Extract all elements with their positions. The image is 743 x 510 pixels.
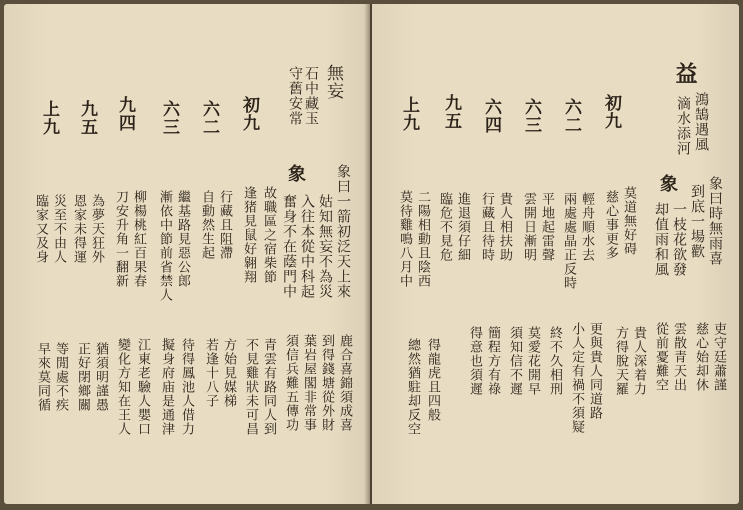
left-verse-1: 象曰一箭初泛天上來	[335, 164, 351, 299]
right-line-pos-1: 初九	[601, 94, 621, 130]
right-line-1-a: 莫道無好碍	[621, 186, 636, 256]
right-line-5-a: 進退須仔細	[455, 192, 470, 262]
right-subtitle-1: 鴻鵠遇風	[693, 92, 709, 152]
left-header-phrase-1: 石中藏玉	[303, 66, 319, 126]
left-line-1-a: 故職區之宿柴節	[261, 186, 276, 284]
left-line-2-a: 行藏且阻滯	[217, 190, 232, 260]
right-verse-1: 象曰時無雨喜	[707, 176, 723, 266]
right-verse-4: 却值雨和風	[653, 202, 669, 277]
left-line-pos-5: 九五	[77, 100, 97, 136]
right-line-4-b: 行藏且待時	[479, 192, 494, 262]
left-lower-13: 猶須明謹愚	[93, 342, 108, 412]
right-lower-1: 吏守廷蕭謹	[711, 322, 726, 392]
right-line-1-b: 慈心事更多	[603, 190, 618, 260]
left-line-3-b: 漸依中節前省禁人	[157, 190, 172, 302]
right-line-pos-2: 六二	[561, 98, 581, 134]
left-lower-9: 待得鳳池人借力	[179, 338, 194, 436]
left-verse-2: 姑知無妄不為災	[317, 194, 333, 299]
left-lower-3: 葉岩屋閣非常事	[301, 334, 316, 432]
left-lower-16: 早來莫同循	[35, 342, 50, 412]
right-line-2-a: 輕舟順水去	[579, 192, 594, 262]
left-lower-10: 擬身府庙是通津	[159, 338, 174, 436]
left-line-pos-3: 六三	[159, 100, 179, 136]
right-line-4-a: 貴人相扶助	[497, 192, 512, 262]
right-lower-2: 慈心始却休	[693, 322, 708, 392]
left-verse-4: 奮身不在蔭門中	[281, 194, 297, 299]
right-line-5-b: 臨危不見危	[437, 192, 452, 262]
left-lower-4: 須信兵難五傳功	[283, 334, 298, 432]
right-lower-13: 得意也須遲	[467, 326, 482, 396]
right-line-pos-6: 上九	[399, 96, 419, 132]
left-line-3-a: 繼基路見惡公郎	[175, 190, 190, 288]
left-line-pos-2: 六二	[199, 100, 219, 136]
right-line-6-b: 莫待雞鳴八月中	[397, 190, 412, 288]
right-lower-9: 終不久相刑	[547, 326, 562, 396]
left-page	[4, 4, 370, 504]
left-header-phrase-2: 守舊安常	[287, 66, 303, 126]
left-line-pos-4: 九四	[115, 96, 135, 132]
left-lower-5: 青雲有路同人到	[261, 338, 276, 436]
left-line-5-a: 為夢天狂外	[89, 194, 104, 264]
left-line-4-a: 柳楊桃紅百果春	[131, 190, 146, 288]
right-page	[372, 4, 739, 504]
right-line-pos-4: 六四	[481, 98, 501, 134]
right-verse-2: 到底一場歡	[689, 184, 705, 259]
right-lower-15: 總然猶駐却反空	[405, 338, 420, 436]
left-line-pos-6: 上九	[39, 100, 59, 136]
right-lower-8: 小人定有禍不須疑	[569, 322, 584, 434]
right-lower-11: 須知信不遲	[507, 326, 522, 396]
right-lower-6: 方得脫天羅	[613, 326, 628, 396]
left-verse-3: 入往本從中科起	[299, 194, 315, 299]
left-lower-7: 方始見媒梯	[221, 338, 236, 408]
right-line-3-a: 平地起雷聲	[539, 192, 554, 262]
left-line-1-b: 逢猪見鼠好翱翔	[241, 186, 256, 284]
right-lower-5: 貴人深着力	[631, 326, 646, 396]
right-verse-3: 一枝花欲發	[671, 202, 687, 277]
right-subtitle-2: 滴水添河	[675, 96, 691, 156]
left-line-2-b: 自動然生起	[199, 190, 214, 260]
left-lower-2: 到得錢塘從外財	[319, 334, 334, 432]
right-line-pos-3: 六三	[521, 98, 541, 134]
left-lower-6: 不見雞狀未可昌	[243, 338, 258, 436]
left-lower-14: 正好閉鄉關	[75, 342, 90, 412]
right-lower-4: 從前憂難空	[653, 322, 668, 392]
left-lower-15: 等閒處不疾	[53, 342, 68, 412]
left-lower-12: 變化方知在王人	[115, 338, 130, 436]
right-lower-3: 雲散青天出	[671, 322, 686, 392]
left-lower-1: 鹿合喜錦須成喜	[337, 334, 352, 432]
left-lower-11: 江東老驗人嬰口	[135, 338, 150, 436]
right-lower-7: 更與貴人同道路	[587, 322, 602, 420]
right-line-6-a: 二陽相動且陰西	[415, 190, 430, 288]
left-line-5-b: 恩家未得運	[71, 194, 86, 264]
left-line-4-b: 刀安升角一翻新	[113, 190, 128, 288]
left-lower-8: 若逢十八子	[203, 338, 218, 408]
left-header-hexagram: 無妄	[323, 64, 343, 100]
right-xiang-label: 象	[657, 174, 678, 193]
right-lower-14: 得龍虎且四般	[425, 338, 440, 422]
right-line-2-b: 兩處處晶正反時	[561, 192, 576, 290]
right-line-pos-5: 九五	[441, 94, 461, 130]
right-title: 益	[672, 62, 698, 85]
right-lower-10: 莫愛花開早	[525, 326, 540, 396]
left-xiang-label: 象	[285, 164, 306, 183]
left-line-6-a: 災至不由人	[51, 194, 66, 264]
left-line-6-b: 臨家又及身	[33, 194, 48, 264]
left-line-pos-1: 初九	[239, 96, 259, 132]
right-lower-12: 簡程方有祿	[485, 326, 500, 396]
right-line-3-b: 雲開日漸明	[521, 192, 536, 262]
